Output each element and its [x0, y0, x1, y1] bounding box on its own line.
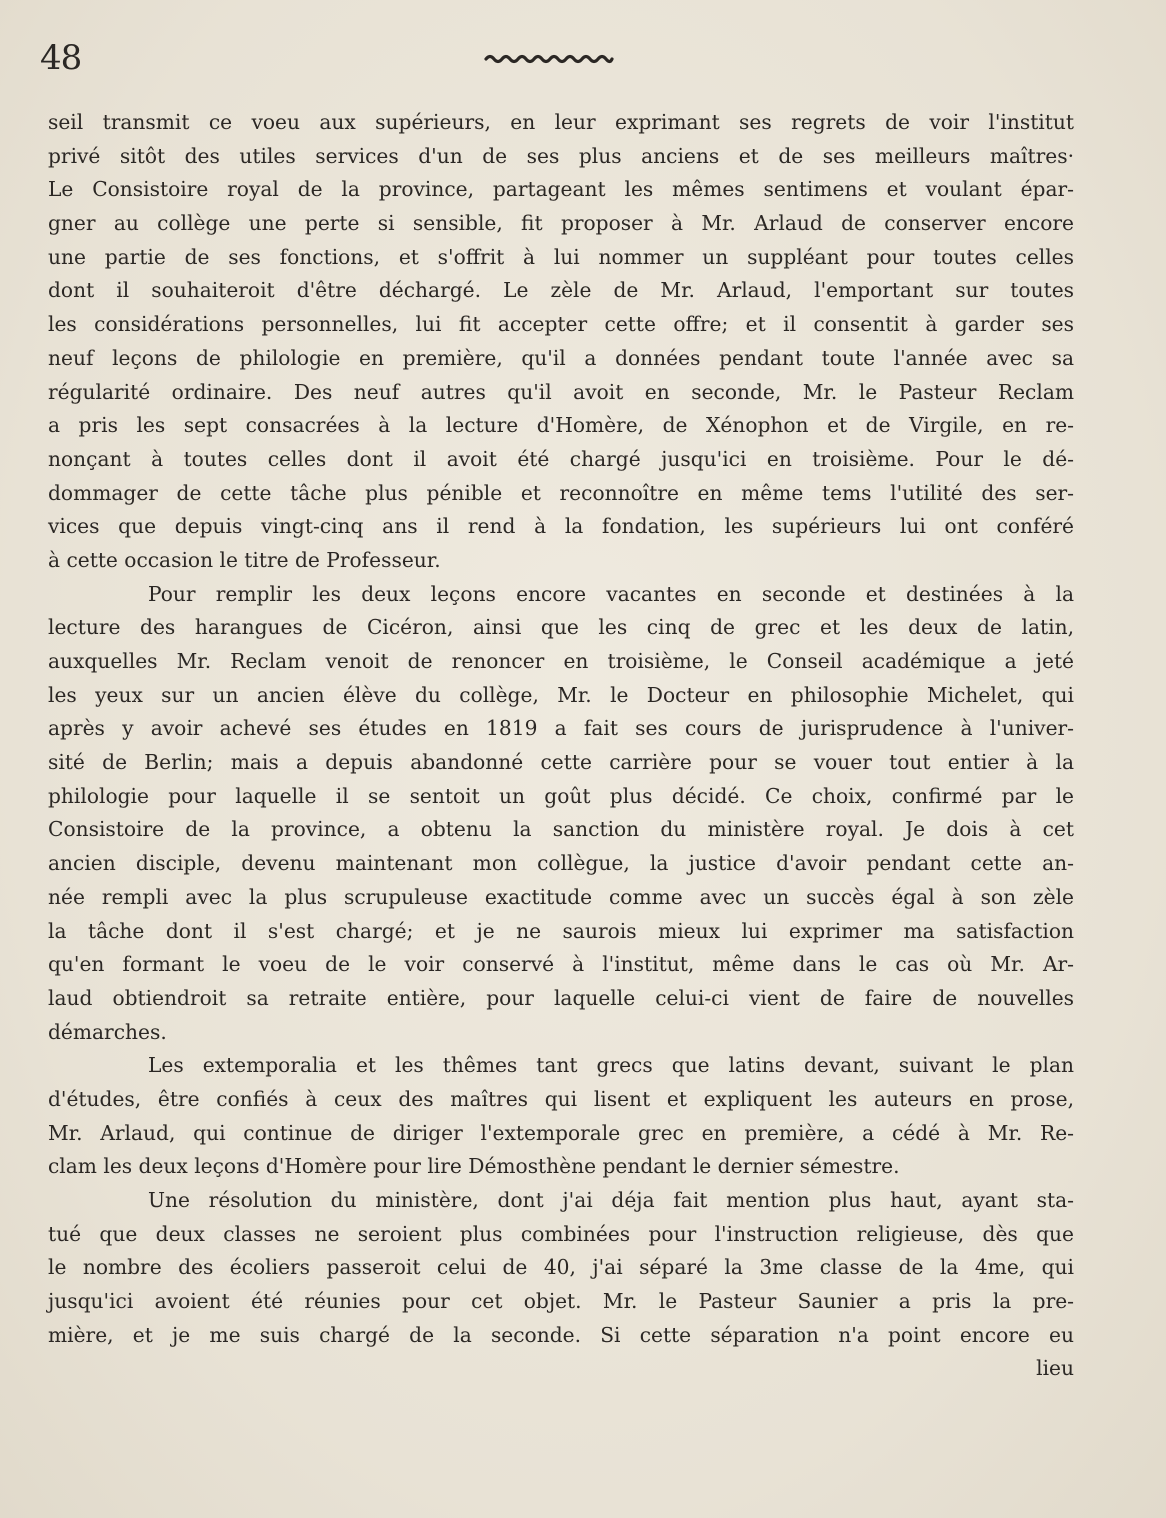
text-line: laud obtiendroit sa retraite entière, pour laquelle celui-ci vient de faire de nouvelles: [48, 985, 1074, 1010]
text-line: auxquelles Mr. Reclam venoit de renoncer en troisième, le Conseil académique a jeté: [48, 649, 1074, 673]
text-line: neuf leçons de philologie en première, qu'il a données pendant toute l'année avec sa: [48, 345, 1074, 370]
text-line: une partie de ses fonctions, et s'offrit à lui nommer un suppléant pour toutes celles: [48, 244, 1074, 269]
text-line: nonçant à toutes celles dont il avoit été chargé jusqu'ici en troisième. Pour le dé-: [48, 446, 1074, 471]
paragraph-start-line: Pour remplir les deux leçons encore vacantes en seconde et destinées à la: [148, 581, 1074, 606]
text-line: Consistoire de la province, a obtenu la sanction du ministère royal. Je dois à cet: [48, 817, 1074, 842]
text-line: les considérations personnelles, lui fit accepter cette offre; et il consentit à garder ses: [48, 312, 1074, 337]
text-line: vices que depuis vingt-cinq ans il rend à la fondation, les supérieurs lui ont conféré: [48, 514, 1074, 539]
text-line: Le Consistoire royal de la province, partageant les mêmes sentimens et voulant épar-: [48, 177, 1074, 202]
text-line: seil transmit ce voeu aux supérieurs, en leur exprimant ses regrets de voir l'institut: [48, 110, 1074, 134]
text-line: clam les deux leçons d'Homère pour lire Démosthène pendant le dernier sémestre.: [48, 1154, 900, 1179]
text-line: démarches.: [48, 1019, 167, 1044]
text-line: le nombre des écoliers passeroit celui de 40, j'ai séparé la 3me classe de la 4me, qui: [48, 1255, 1074, 1280]
text-line: dont il souhaiteroit d'être déchargé. Le zèle de Mr. Arlaud, l'emportant sur toutes: [48, 278, 1074, 303]
text-line: a pris les sept consacrées à la lecture d'Homère, de Xénophon et de Virgile, en re-: [48, 413, 1074, 438]
text-line: philologie pour laquelle il se sentoit un goût plus décidé. Ce choix, confirmé par le: [48, 783, 1074, 808]
text-line: tué que deux classes ne seroient plus combinées pour l'instruction religieuse, dès que: [48, 1221, 1074, 1246]
text-line: après y avoir achevé ses études en 1819 a fait ses cours de jurisprudence à l'univer-: [48, 716, 1074, 741]
text-line: mière, et je me suis chargé de la seconde. Si cette séparation n'a point encore eu: [48, 1322, 1074, 1347]
text-line: à cette occasion le titre de Professeur.: [48, 547, 441, 572]
text-line: dommager de cette tâche plus pénible et reconnoître en même tems l'utilité des ser-: [48, 480, 1074, 505]
text-line: les yeux sur un ancien élève du collège, Mr. le Docteur en philosophie Michelet, qui: [48, 682, 1074, 707]
text-line: Mr. Arlaud, qui continue de diriger l'extemporale grec en première, a cédé à Mr. Re-: [48, 1120, 1074, 1145]
catchword: lieu: [1036, 1356, 1074, 1381]
text-line: ancien disciple, devenu maintenant mon collègue, la justice d'avoir pendant cette an-: [48, 851, 1074, 876]
wavy-rule-icon: [484, 52, 614, 64]
text-line: privé sitôt des utiles services d'un de ses plus anciens et de ses meilleurs maîtres·: [48, 143, 1074, 168]
text-line: d'études, être confiés à ceux des maîtres qui lisent et expliquent les auteurs en prose,: [48, 1086, 1074, 1111]
paragraph-start-line: Une résolution du ministère, dont j'ai déja fait mention plus haut, ayant sta-: [148, 1188, 1074, 1212]
text-line: jusqu'ici avoient été réunies pour cet objet. Mr. le Pasteur Saunier a pris la pre-: [48, 1289, 1074, 1314]
text-line: lecture des harangues de Cicéron, ainsi que les cinq de grec et les deux de latin,: [48, 615, 1074, 640]
text-line: régularité ordinaire. Des neuf autres qu'il avoit en seconde, Mr. le Pasteur Reclam: [48, 379, 1074, 404]
paragraph-start-line: Les extemporalia et les thêmes tant grecs que latins devant, suivant le plan: [148, 1053, 1074, 1078]
wavy-rule-ornament: [484, 52, 614, 64]
text-line: qu'en formant le voeu de le voir conservé à l'institut, même dans le cas où Mr. Ar-: [48, 952, 1074, 977]
text-line: gner au collège une perte si sensible, fit proposer à Mr. Arlaud de conserver encore: [48, 211, 1074, 236]
page-number: 48: [40, 38, 82, 78]
text-line: la tâche dont il s'est chargé; et je ne saurois mieux lui exprimer ma satisfaction: [48, 918, 1074, 943]
text-line: sité de Berlin; mais a depuis abandonné cette carrière pour se vouer tout entier à la: [48, 750, 1074, 775]
body-text: [48, 106, 1074, 1386]
text-line: née rempli avec la plus scrupuleuse exactitude comme avec un succès égal à son zèle: [48, 884, 1074, 909]
